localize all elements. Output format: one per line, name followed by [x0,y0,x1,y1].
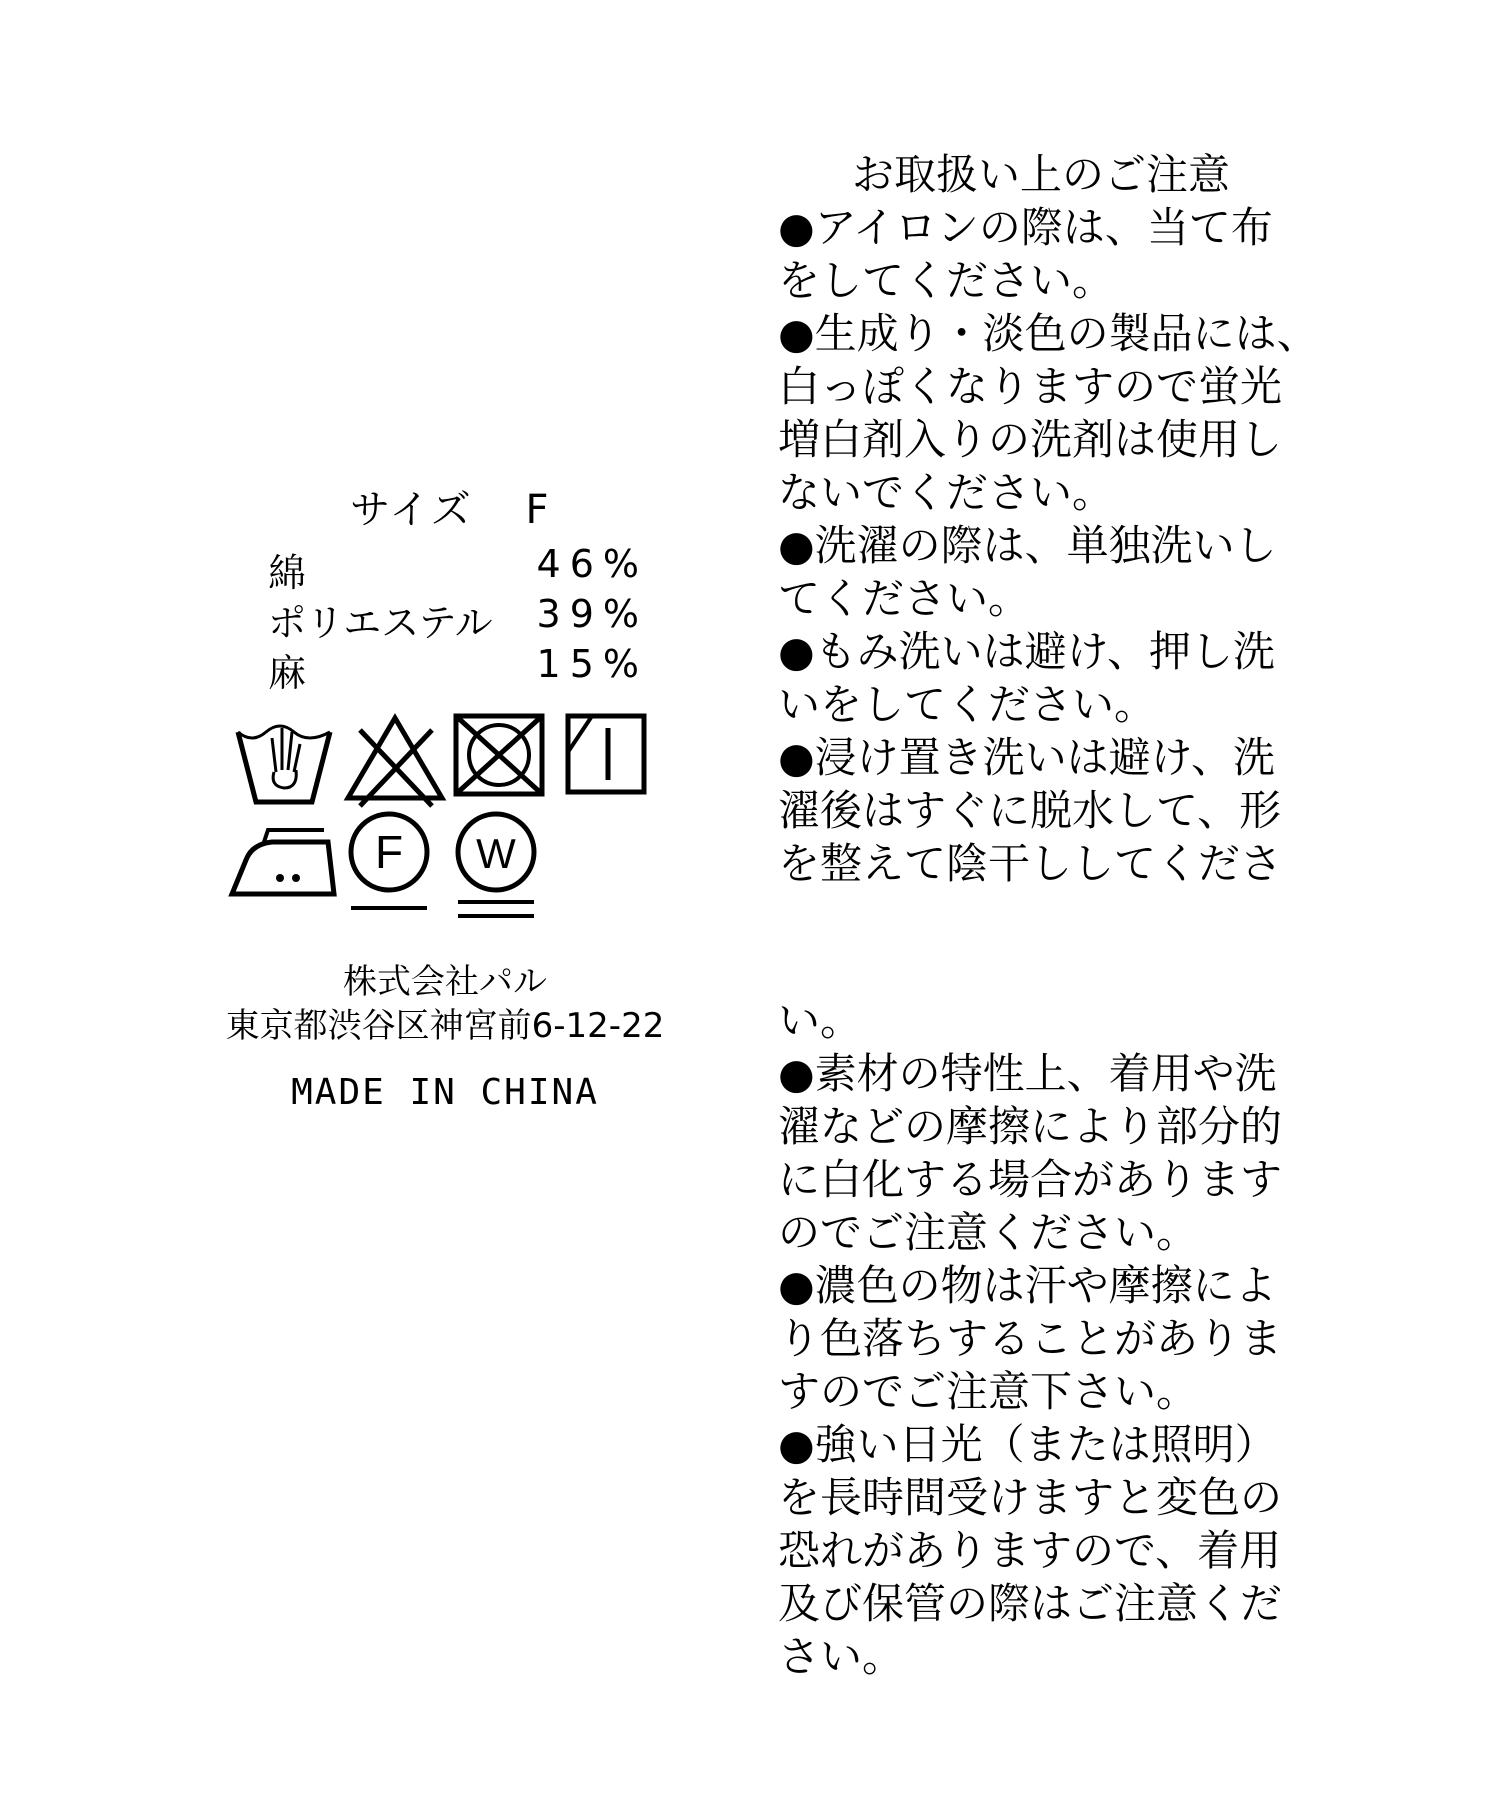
care-note-line: を整えて陰干ししてくださ [778,839,1283,888]
dry-clean-f-icon [345,808,435,912]
no-tumble-dry-icon [450,712,550,802]
care-note-line: 恐れがありますので、着用 [778,1526,1282,1575]
care-note-line: いをしてください。 [778,680,1157,729]
care-note-line: 濯後はすぐに脱水して、形 [778,786,1282,835]
no-bleach-icon [340,710,450,810]
care-note-line: い。 [778,996,863,1045]
country-of-origin: MADE IN CHINA [291,1072,599,1113]
company-address: 東京都渋谷区神宮前6-12-22 [225,1006,665,1046]
care-note-line: に白化する場合があります [778,1155,1283,1204]
material-name: 綿 [268,551,307,595]
care-note-line: のでご注意ください。 [778,1208,1199,1257]
care-note-line: ●アイロンの際は、当て布 [778,203,1273,252]
size-value: F [525,487,551,533]
care-note-line: さい。 [778,1632,905,1681]
care-note-line: 濯などの摩擦により部分的 [778,1102,1283,1151]
material-name: 麻 [268,651,307,695]
care-notes-block-2 [778,994,1378,1683]
material-name: ポリエステル [268,601,493,645]
care-note-line: ●もみ洗いは避け、押し洗 [778,627,1275,676]
care-note-line: てください。 [778,574,1031,623]
composition-row [268,542,648,597]
care-note-line: をしてください。 [778,256,1115,305]
care-notes-heading: お取扱い上のご注意 [852,150,1231,199]
wet-clean-very-mild-icon [452,808,542,920]
hand-wash-30-icon [230,710,340,810]
material-percent: 46% [536,542,648,586]
company-name: 株式会社パル [343,962,547,1002]
care-note-line: 及び保管の際はご注意くだ [778,1579,1283,1628]
care-notes-block-1 [778,148,1378,890]
care-note-line: ●強い日光（または照明） [778,1420,1277,1469]
size-line [350,478,551,535]
care-note-line: ●生成り・淡色の製品には、 [778,309,1319,358]
care-note-line: ●浸け置き洗いは避け、洗 [778,733,1275,782]
care-note-line: 白っぽくなりますので蛍光 [778,362,1283,411]
svg-text:F: F [374,826,404,878]
material-percent: 39% [536,592,648,636]
care-note-line: ないでください。 [778,468,1115,517]
svg-text:W: W [476,830,516,877]
line-dry-shade-icon [562,712,652,802]
care-note-line: すのでご注意下さい。 [778,1367,1199,1416]
care-note-line: り色落ちすることがありま [778,1314,1283,1363]
composition-row [268,592,648,647]
care-note-line: ●素材の特性上、着用や洗 [778,1049,1277,1098]
care-note-line: 増白剤入りの洗剤は使用し [778,415,1283,464]
composition-row [268,642,648,697]
care-note-line: ●洗濯の際は、単独洗いし [778,521,1277,570]
material-percent: 15% [536,642,648,686]
iron-medium-icon [228,820,338,900]
care-note-line: ●濃色の物は汗や摩擦によ [778,1261,1277,1310]
care-note-line: を長時間受けますと変色の [778,1473,1283,1522]
size-label: サイズ [350,487,473,533]
